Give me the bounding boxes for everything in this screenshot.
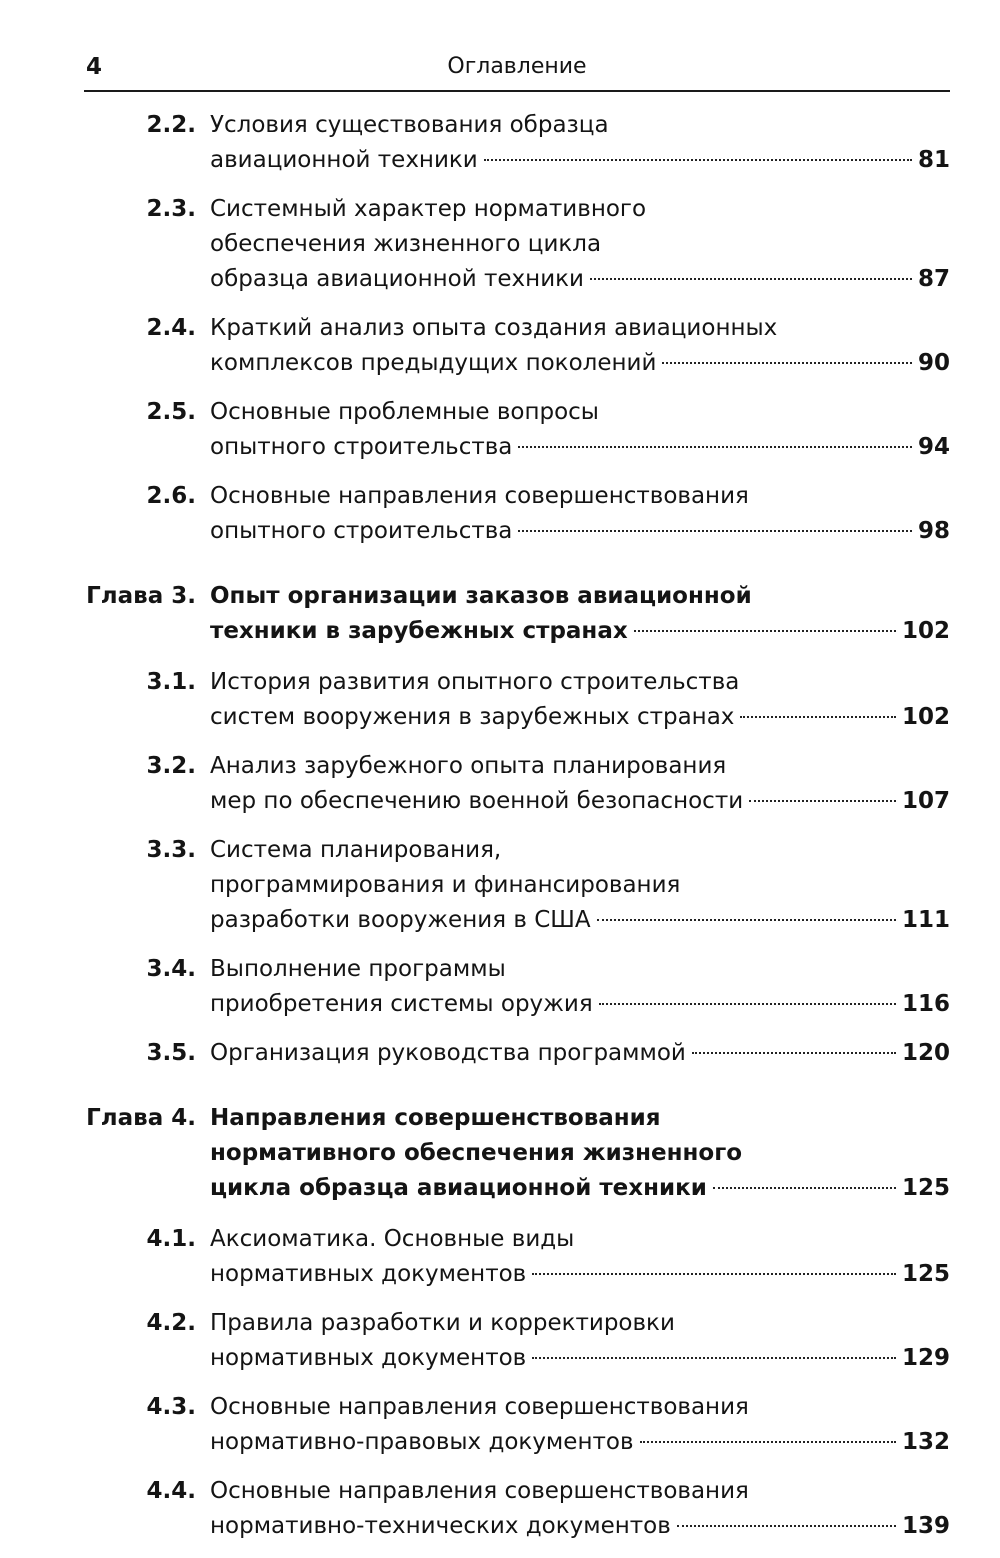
toc-entry-title — [210, 1036, 950, 1071]
dot-leader — [749, 800, 896, 802]
toc-title-line: авиационной техники — [210, 147, 478, 173]
toc-title-last-line — [210, 346, 950, 381]
toc-title-last-line — [210, 1171, 950, 1206]
toc-title-last-line — [210, 1257, 950, 1292]
toc-entry-number: 4.1. — [146, 1226, 196, 1252]
toc-title-last-line — [210, 1425, 950, 1460]
toc-entry-title — [210, 108, 950, 178]
toc-entry-number: 3.4. — [146, 956, 196, 982]
toc-entry-title — [210, 833, 950, 938]
dot-leader — [713, 1187, 896, 1189]
dot-leader — [518, 446, 912, 448]
toc-entry-number: 2.3. — [146, 196, 196, 222]
toc-page-number: 81 — [917, 147, 950, 173]
toc-title-line: обеспечения жизненного цикла — [210, 231, 602, 257]
toc-page-number: 90 — [917, 350, 950, 376]
toc-title-line: нормативных документов — [210, 1261, 527, 1287]
dot-leader — [532, 1273, 896, 1275]
toc-section-entry[interactable] — [84, 108, 950, 178]
toc-page-number: 129 — [901, 1345, 950, 1371]
toc-page-number: 98 — [917, 518, 950, 544]
dot-leader — [597, 919, 896, 921]
toc-title-last-line — [210, 1509, 950, 1544]
dot-leader — [484, 159, 912, 161]
toc-chapter-entry[interactable] — [84, 1101, 950, 1206]
toc-title-last-line — [210, 1341, 950, 1376]
toc-title-line: Основные направления совершенствования — [210, 1394, 749, 1420]
toc-section-entry[interactable] — [84, 1474, 950, 1544]
toc-page-number: 125 — [901, 1261, 950, 1287]
toc-entry-title — [210, 479, 950, 549]
toc-title-last-line — [210, 700, 950, 735]
toc-entry-title — [210, 749, 950, 819]
toc-entry-number: 3.5. — [146, 1040, 196, 1066]
toc-title-last-line — [210, 143, 950, 178]
toc-title-line: Основные направления совершенствования — [210, 483, 749, 509]
dot-leader — [662, 362, 912, 364]
dot-leader — [590, 278, 912, 280]
toc-page-number: 102 — [901, 618, 950, 644]
toc-entry-title — [210, 1222, 950, 1292]
toc-title-last-line — [210, 514, 950, 549]
toc-title-line: нормативного обеспечения жизненного — [210, 1140, 743, 1166]
toc-entry-title — [210, 1390, 950, 1460]
toc-section-entry[interactable] — [84, 192, 950, 297]
toc-section-entry[interactable] — [84, 833, 950, 938]
toc-entry-number: 2.4. — [146, 315, 196, 341]
toc-title-line: разработки вооружения в США — [210, 907, 591, 933]
toc-title-line: опытного строительства — [210, 434, 513, 460]
toc-page-number: 132 — [901, 1429, 950, 1455]
toc-entry-title — [210, 311, 950, 381]
toc-entry-title — [210, 665, 950, 735]
toc-section-entry[interactable] — [84, 1390, 950, 1460]
toc-entry-number: 3.1. — [146, 669, 196, 695]
toc-title-line: Аксиоматика. Основные виды — [210, 1226, 575, 1252]
toc-section-entry[interactable] — [84, 1222, 950, 1292]
toc-entry-title — [210, 952, 950, 1022]
dot-leader — [740, 716, 896, 718]
toc-title-line: нормативно-правовых документов — [210, 1429, 634, 1455]
toc-entry-number: 4.3. — [146, 1394, 196, 1420]
dot-leader — [640, 1441, 896, 1443]
toc-title-line: приобретения системы оружия — [210, 991, 593, 1017]
toc-entry-number: Глава 3. — [86, 583, 196, 609]
toc-entry-number: 3.2. — [146, 753, 196, 779]
toc-section-entry[interactable] — [84, 952, 950, 1022]
toc-title-line: Краткий анализ опыта создания авиационных — [210, 315, 778, 341]
toc-title-line: систем вооружения в зарубежных странах — [210, 704, 735, 730]
dot-leader — [692, 1052, 896, 1054]
toc-title-line: Основные проблемные вопросы — [210, 399, 599, 425]
toc-entry-number: Глава 4. — [86, 1105, 196, 1131]
toc-page-number: 111 — [901, 907, 950, 933]
toc-title-last-line — [210, 987, 950, 1022]
toc-page-number: 94 — [917, 434, 950, 460]
toc-page-number: 116 — [901, 991, 950, 1017]
dot-leader — [634, 630, 896, 632]
toc-entry-title — [210, 1101, 950, 1206]
running-header — [84, 48, 950, 92]
toc-section-entry[interactable] — [84, 1306, 950, 1376]
toc-title-line: Опыт организации заказов авиационной — [210, 583, 752, 609]
toc-page-number: 120 — [901, 1040, 950, 1066]
toc-section-entry[interactable] — [84, 1036, 950, 1071]
toc-entry-number: 4.2. — [146, 1310, 196, 1336]
page-number: 4 — [86, 54, 103, 80]
toc-entry-title — [210, 1306, 950, 1376]
toc-title-line: Организация руководства программой — [210, 1040, 686, 1066]
toc-title-line: Условия существования образца — [210, 112, 609, 138]
toc-title-line: Анализ зарубежного опыта планирования — [210, 753, 727, 779]
toc-title-line: Системный характер нормативного — [210, 196, 647, 222]
toc-entry-title — [210, 192, 950, 297]
toc-title-line: Выполнение программы — [210, 956, 506, 982]
toc-title-line: цикла образца авиационной техники — [210, 1175, 707, 1201]
toc-title-line: нормативно-технических документов — [210, 1513, 671, 1539]
toc-title-line: История развития опытного строительства — [210, 669, 740, 695]
toc-entry-number: 2.5. — [146, 399, 196, 425]
toc-section-entry[interactable] — [84, 749, 950, 819]
toc-title-line: Система планирования, — [210, 837, 502, 863]
toc-chapter-entry[interactable] — [84, 579, 950, 649]
toc-page-number: 139 — [901, 1513, 950, 1539]
toc-title-line: комплексов предыдущих поколений — [210, 350, 657, 376]
toc-title-line: техники в зарубежных странах — [210, 618, 628, 644]
toc-title-line: Направления совершенствования — [210, 1105, 661, 1131]
toc-title-line: мер по обеспечению военной безопасности — [210, 788, 744, 814]
toc-section-entry[interactable] — [84, 479, 950, 549]
toc-entry-number: 2.2. — [146, 112, 196, 138]
toc-title-last-line — [210, 1036, 950, 1071]
toc-title-line: Правила разработки и корректировки — [210, 1310, 675, 1336]
toc-page-number: 102 — [901, 704, 950, 730]
toc-entry-number: 4.4. — [146, 1478, 196, 1504]
toc-entry-title — [210, 395, 950, 465]
toc-title-last-line — [210, 614, 950, 649]
toc-title-last-line — [210, 262, 950, 297]
table-of-contents — [84, 108, 950, 1558]
toc-title-line: нормативных документов — [210, 1345, 527, 1371]
toc-page-number: 87 — [917, 266, 950, 292]
toc-page-number: 125 — [901, 1175, 950, 1201]
toc-section-entry[interactable] — [84, 311, 950, 381]
toc-section-entry[interactable] — [84, 665, 950, 735]
dot-leader — [518, 530, 912, 532]
dot-leader — [532, 1357, 896, 1359]
toc-entry-number: 2.6. — [146, 483, 196, 509]
toc-title-line: опытного строительства — [210, 518, 513, 544]
toc-title-line: Основные направления совершенствования — [210, 1478, 749, 1504]
toc-title-line: программирования и финансирования — [210, 872, 681, 898]
toc-title-last-line — [210, 903, 950, 938]
toc-section-entry[interactable] — [84, 395, 950, 465]
toc-title-last-line — [210, 430, 950, 465]
toc-page-number: 107 — [901, 788, 950, 814]
running-title: Оглавление — [447, 54, 587, 79]
toc-entry-title — [210, 579, 950, 649]
toc-entry-title — [210, 1474, 950, 1544]
dot-leader — [677, 1525, 896, 1527]
toc-title-last-line — [210, 784, 950, 819]
toc-entry-number: 3.3. — [146, 837, 196, 863]
dot-leader — [599, 1003, 896, 1005]
toc-title-line: образца авиационной техники — [210, 266, 584, 292]
